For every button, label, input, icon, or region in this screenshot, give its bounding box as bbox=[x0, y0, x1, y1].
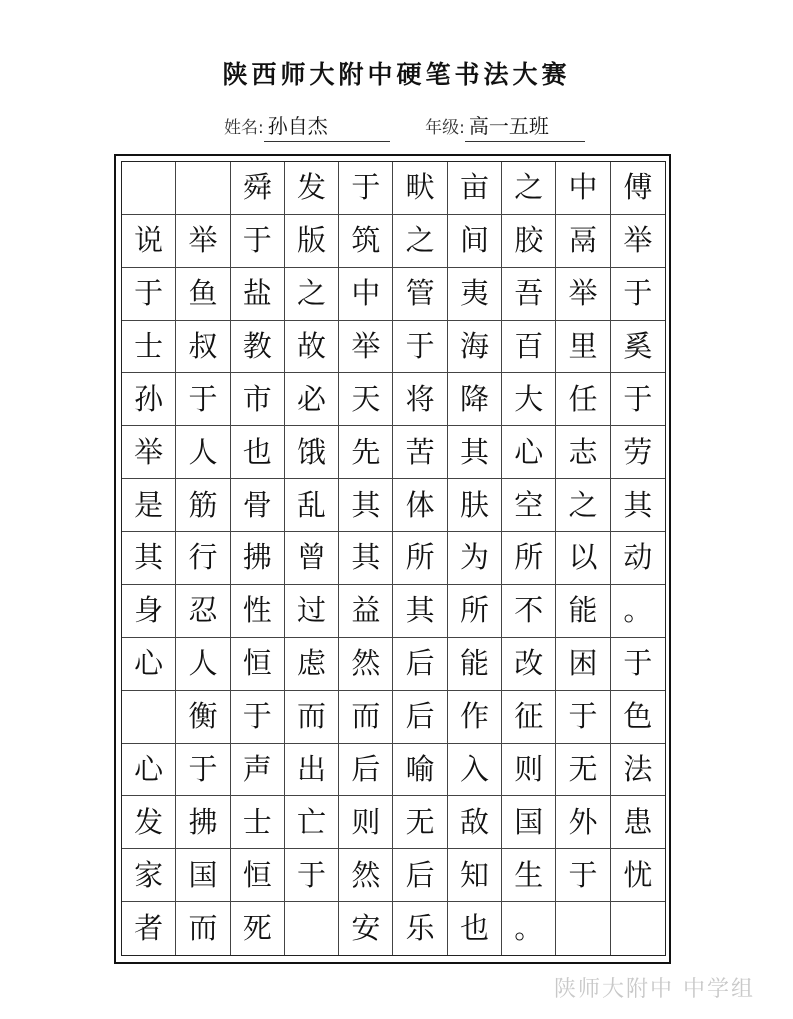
grid-cell: 则 bbox=[339, 796, 393, 849]
grid-cell: 天 bbox=[339, 373, 393, 426]
watermark: 陕师大附中 中学组 bbox=[554, 977, 755, 1002]
grid-cell: 曾 bbox=[285, 532, 339, 585]
grid-cell: 于 bbox=[611, 638, 665, 691]
grid-cell: 傅 bbox=[611, 162, 665, 215]
grid-cell: 法 bbox=[611, 744, 665, 797]
grid-cell: 出 bbox=[285, 744, 339, 797]
grid-cell: 国 bbox=[176, 849, 230, 902]
grid-cell: 忧 bbox=[611, 849, 665, 902]
student-info bbox=[224, 110, 585, 142]
grid-cell: 海 bbox=[448, 321, 502, 374]
grid-cell: 无 bbox=[556, 744, 610, 797]
grid-cell: 发 bbox=[122, 796, 176, 849]
grid-cell: 后 bbox=[339, 744, 393, 797]
grid-cell: 孙 bbox=[122, 373, 176, 426]
grid-cell: 于 bbox=[339, 162, 393, 215]
grid-cell: 百 bbox=[502, 321, 556, 374]
grid-cell: 后 bbox=[393, 849, 447, 902]
grid-cell: 生 bbox=[502, 849, 556, 902]
grid-cell: 于 bbox=[176, 373, 230, 426]
calligraphy-grid bbox=[121, 161, 666, 956]
grid-cell: 所 bbox=[393, 532, 447, 585]
grid-cell: 所 bbox=[448, 585, 502, 638]
grid-cell: 于 bbox=[393, 321, 447, 374]
grid-cell: 于 bbox=[285, 849, 339, 902]
grid-cell: 国 bbox=[502, 796, 556, 849]
grid-cell: 益 bbox=[339, 585, 393, 638]
grid-cell: 过 bbox=[285, 585, 339, 638]
grid-cell: 吾 bbox=[502, 268, 556, 321]
grid-cell: 死 bbox=[231, 902, 285, 955]
grid-cell: 也 bbox=[231, 426, 285, 479]
grid-cell: 劳 bbox=[611, 426, 665, 479]
grid-cell: 乱 bbox=[285, 479, 339, 532]
grade-label: 年级: bbox=[425, 118, 465, 138]
grid-cell: 声 bbox=[231, 744, 285, 797]
grid-cell: 之 bbox=[285, 268, 339, 321]
grid-cell: 于 bbox=[556, 849, 610, 902]
grid-cell: 体 bbox=[393, 479, 447, 532]
grid-cell: 不 bbox=[502, 585, 556, 638]
grid-cell: 人 bbox=[176, 426, 230, 479]
grid-cell: 困 bbox=[556, 638, 610, 691]
grid-cell: 动 bbox=[611, 532, 665, 585]
grid-cell: 之 bbox=[502, 162, 556, 215]
grid-cell bbox=[122, 162, 176, 215]
grid-cell: 拂 bbox=[176, 796, 230, 849]
grid-cell: 知 bbox=[448, 849, 502, 902]
grid-cell: 而 bbox=[285, 691, 339, 744]
grid-cell bbox=[556, 902, 610, 955]
grid-cell: 叔 bbox=[176, 321, 230, 374]
grid-cell: 其 bbox=[339, 532, 393, 585]
grid-cell: 恒 bbox=[231, 638, 285, 691]
grid-cell: 入 bbox=[448, 744, 502, 797]
grid-cell: 版 bbox=[285, 215, 339, 268]
grid-cell: 大 bbox=[502, 373, 556, 426]
grid-cell: 亡 bbox=[285, 796, 339, 849]
grid-cell: 志 bbox=[556, 426, 610, 479]
grid-cell: 其 bbox=[448, 426, 502, 479]
grid-cell: 举 bbox=[339, 321, 393, 374]
grid-cell: 于 bbox=[231, 691, 285, 744]
grid-cell: 胶 bbox=[502, 215, 556, 268]
grid-cell: 奚 bbox=[611, 321, 665, 374]
grid-cell: 士 bbox=[122, 321, 176, 374]
name-field: 孙自杰 bbox=[264, 110, 390, 142]
grid-cell: 于 bbox=[611, 268, 665, 321]
grid-cell: 举 bbox=[611, 215, 665, 268]
grid-cell: 而 bbox=[176, 902, 230, 955]
grid-cell: 衡 bbox=[176, 691, 230, 744]
grid-cell: 肤 bbox=[448, 479, 502, 532]
name-label: 姓名: bbox=[224, 118, 264, 138]
grid-cell: 其 bbox=[339, 479, 393, 532]
grid-cell bbox=[285, 902, 339, 955]
grid-cell: 虑 bbox=[285, 638, 339, 691]
grid-cell: 心 bbox=[122, 744, 176, 797]
grid-cell: 筋 bbox=[176, 479, 230, 532]
grid-cell: 喻 bbox=[393, 744, 447, 797]
grid-cell: 畎 bbox=[393, 162, 447, 215]
grid-cell: 而 bbox=[339, 691, 393, 744]
grid-cell: 患 bbox=[611, 796, 665, 849]
grid-cell: 其 bbox=[393, 585, 447, 638]
grid-cell: 发 bbox=[285, 162, 339, 215]
grid-cell: 苦 bbox=[393, 426, 447, 479]
grid-cell: 外 bbox=[556, 796, 610, 849]
grid-cell: 身 bbox=[122, 585, 176, 638]
grid-cell: 于 bbox=[122, 268, 176, 321]
grid-cell: 征 bbox=[502, 691, 556, 744]
grid-cell: 骨 bbox=[231, 479, 285, 532]
grid-cell: 后 bbox=[393, 691, 447, 744]
grid-cell: 鱼 bbox=[176, 268, 230, 321]
grid-cell: 说 bbox=[122, 215, 176, 268]
grid-cell: 里 bbox=[556, 321, 610, 374]
grid-cell: 是 bbox=[122, 479, 176, 532]
grid-cell: 于 bbox=[231, 215, 285, 268]
grid-cell: 后 bbox=[393, 638, 447, 691]
grid-cell bbox=[176, 162, 230, 215]
grid-cell: 于 bbox=[176, 744, 230, 797]
grade-field: 高一五班 bbox=[465, 110, 585, 142]
grid-cell: 也 bbox=[448, 902, 502, 955]
grid-cell: 鬲 bbox=[556, 215, 610, 268]
grid-cell: 家 bbox=[122, 849, 176, 902]
grid-cell: 心 bbox=[122, 638, 176, 691]
grid-cell: 降 bbox=[448, 373, 502, 426]
grid-cell: 于 bbox=[556, 691, 610, 744]
grid-cell: 必 bbox=[285, 373, 339, 426]
grid-cell: 然 bbox=[339, 638, 393, 691]
grid-cell: 士 bbox=[231, 796, 285, 849]
grid-cell: 盐 bbox=[231, 268, 285, 321]
grid-cell: 举 bbox=[556, 268, 610, 321]
grid-cell: 恒 bbox=[231, 849, 285, 902]
grid-cell: 改 bbox=[502, 638, 556, 691]
grid-cell: 筑 bbox=[339, 215, 393, 268]
grid-cell: 空 bbox=[502, 479, 556, 532]
grid-cell: 先 bbox=[339, 426, 393, 479]
grid-cell bbox=[611, 902, 665, 955]
grid-cell: 无 bbox=[393, 796, 447, 849]
grid-cell bbox=[122, 691, 176, 744]
grid-cell: 舜 bbox=[231, 162, 285, 215]
grid-cell: 举 bbox=[122, 426, 176, 479]
grid-cell: 饿 bbox=[285, 426, 339, 479]
grid-cell: 间 bbox=[448, 215, 502, 268]
grid-cell: 以 bbox=[556, 532, 610, 585]
grid-cell: 将 bbox=[393, 373, 447, 426]
grid-cell: 性 bbox=[231, 585, 285, 638]
grid-cell: 所 bbox=[502, 532, 556, 585]
grid-cell: 行 bbox=[176, 532, 230, 585]
grid-cell: 色 bbox=[611, 691, 665, 744]
grid-cell: 教 bbox=[231, 321, 285, 374]
page-title: 陕西师大附中硬笔书法大赛 bbox=[222, 60, 571, 89]
grid-cell: 拂 bbox=[231, 532, 285, 585]
grid-cell: 为 bbox=[448, 532, 502, 585]
grid-cell: 中 bbox=[556, 162, 610, 215]
grid-cell: 其 bbox=[611, 479, 665, 532]
grid-cell: 能 bbox=[556, 585, 610, 638]
grid-cell: 作 bbox=[448, 691, 502, 744]
grid-cell: 任 bbox=[556, 373, 610, 426]
grid-cell: 心 bbox=[502, 426, 556, 479]
grid-cell: 乐 bbox=[393, 902, 447, 955]
grid-cell: 能 bbox=[448, 638, 502, 691]
grid-cell: 。 bbox=[502, 902, 556, 955]
grid-cell: 举 bbox=[176, 215, 230, 268]
grid-cell: 亩 bbox=[448, 162, 502, 215]
grid-cell: 之 bbox=[556, 479, 610, 532]
grid-cell: 然 bbox=[339, 849, 393, 902]
grid-cell: 于 bbox=[611, 373, 665, 426]
grid-cell: 故 bbox=[285, 321, 339, 374]
grid-cell: 人 bbox=[176, 638, 230, 691]
grid-cell: 市 bbox=[231, 373, 285, 426]
grid-cell: 夷 bbox=[448, 268, 502, 321]
grid-cell: 敌 bbox=[448, 796, 502, 849]
grid-cell: 。 bbox=[611, 585, 665, 638]
grid-cell: 中 bbox=[339, 268, 393, 321]
grid-cell: 者 bbox=[122, 902, 176, 955]
grid-cell: 管 bbox=[393, 268, 447, 321]
grid-cell: 之 bbox=[393, 215, 447, 268]
grid-cell: 忍 bbox=[176, 585, 230, 638]
grid-cell: 则 bbox=[502, 744, 556, 797]
grid-cell: 其 bbox=[122, 532, 176, 585]
grid-cell: 安 bbox=[339, 902, 393, 955]
